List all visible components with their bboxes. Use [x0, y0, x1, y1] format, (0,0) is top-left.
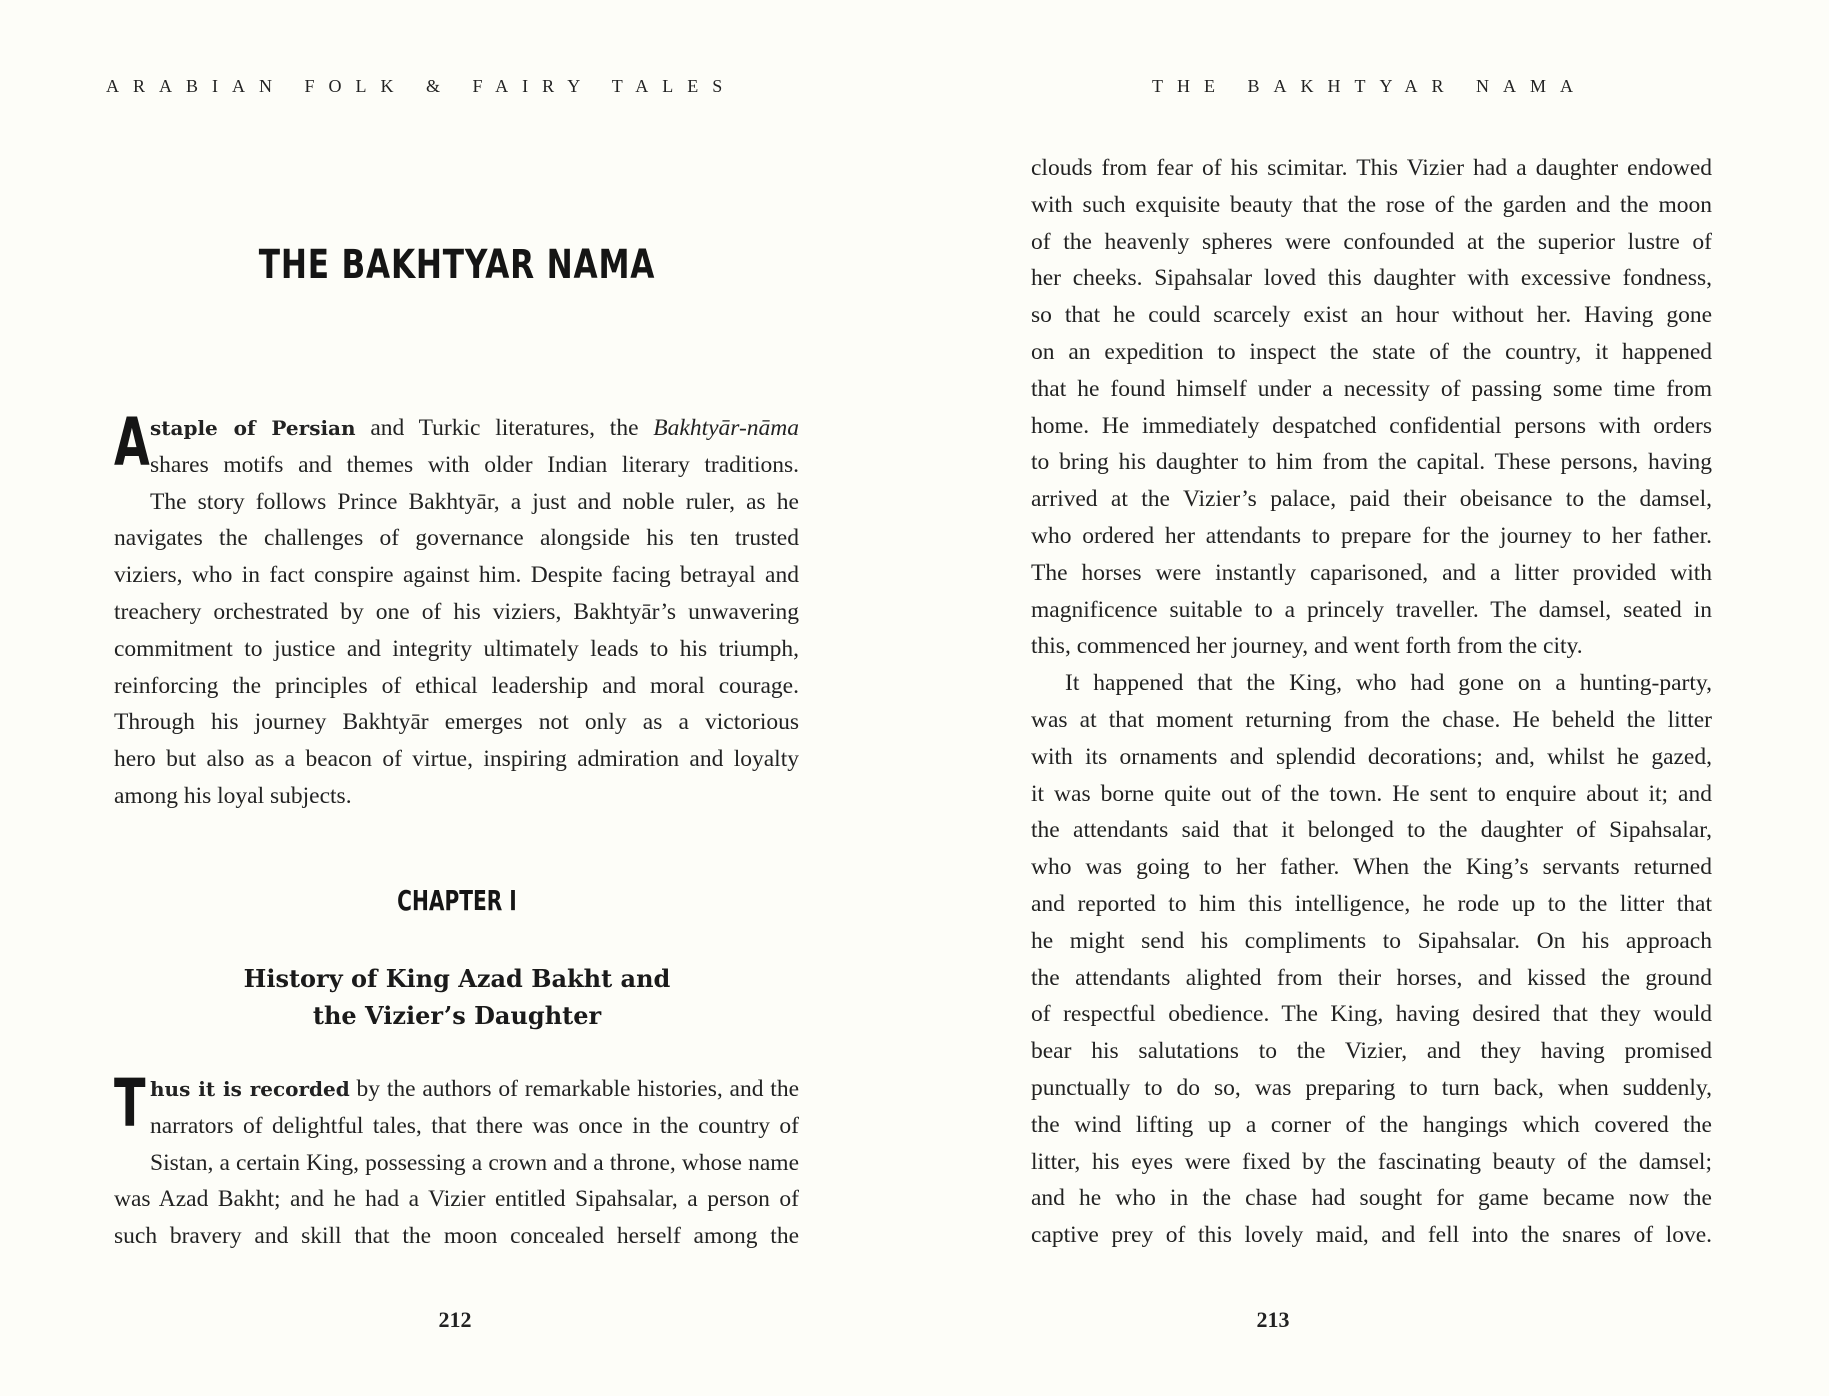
body-line: arrived at the Vizier’s palace, paid their obeisance to the damsel, — [1031, 486, 1712, 513]
story-line: Sistan, a certain King, possessing a crown and a throne, whose name — [150, 1149, 799, 1176]
running-head-right: THE BAKHTYAR NAMA — [1152, 76, 1587, 96]
page-number-right: 213 — [1256, 1307, 1290, 1332]
body-line: with its ornaments and splendid decorations; and, whilst he gazed, — [1031, 743, 1712, 770]
body-line: the attendants alighted from their horses, and kissed the ground — [1031, 964, 1712, 991]
intro-dropcap: A — [114, 404, 150, 481]
page-title: THE BAKHTYAR NAMA — [258, 242, 656, 288]
body-line: clouds from fear of his scimitar. This Vizier had a daughter endowed — [1031, 155, 1712, 181]
body-line: litter, his eyes were fixed by the fascinating beauty of the damsel; — [1031, 1148, 1712, 1175]
body-line: bear his salutations to the Vizier, and they having promised — [1031, 1038, 1712, 1065]
body-line: it was borne quite out of the town. He sent to enquire about it; and — [1031, 780, 1712, 807]
body-line: and reported to him this intelligence, he rode up to the litter that — [1031, 890, 1712, 917]
body-line: the wind lifting up a corner of the hangings which covered the — [1031, 1111, 1712, 1138]
story-lead: hus it is recorded — [150, 1077, 350, 1101]
story-line: such bravery and skill that the moon concealed herself among the — [114, 1223, 799, 1250]
italic-title: Bakhtyār-nāma — [653, 415, 800, 441]
chapter-subtitle: History of King Azad Bakht and the Vizier’s Daughter — [243, 964, 671, 1030]
body-line: of respectful obedience. The King, having desired that they would — [1031, 1001, 1712, 1028]
story-line: narrators of delightful tales, that there was once in the country of — [150, 1112, 799, 1139]
intro-line: commitment to justice and integrity ultimately leads to his triumph, — [114, 635, 799, 662]
intro-line: Through his journey Bakhtyār emerges not only as a victorious — [114, 709, 799, 736]
body-line: home. He immediately despatched confidential persons with orders — [1031, 412, 1712, 439]
body-line: punctually to do so, was preparing to turn back, when suddenly, — [1031, 1074, 1712, 1101]
intro-line: among his loyal subjects. — [114, 782, 352, 809]
running-head-left: ARABIAN FOLK & FAIRY TALES — [106, 76, 737, 96]
body-line: who ordered her attendants to prepare for the journey to her father. — [1031, 522, 1712, 549]
body-line: It happened that the King, who had gone on a hunting-party, — [1065, 670, 1712, 697]
left-page — [0, 0, 914, 1396]
intro-line: shares motifs and themes with older Indian literary traditions. — [150, 451, 799, 478]
intro-line: hero but also as a beacon of virtue, inspiring admiration and loyalty — [114, 746, 799, 773]
body-line: her cheeks. Sipahsalar loved this daughter with excessive fondness, — [1031, 265, 1712, 292]
intro-line: The story follows Prince Bakhtyār, a just and noble ruler, as he — [150, 488, 799, 515]
story-paragraph — [114, 1065, 799, 1255]
body-line: to bring his daughter to him from the capital. These persons, having — [1031, 449, 1712, 476]
right-body — [1031, 150, 1712, 1254]
story-line: was Azad Bakht; and he had a Vizier entitled Sipahsalar, a person of — [114, 1186, 799, 1213]
body-line: with such exquisite beauty that the rose of the garden and the moon — [1031, 191, 1712, 218]
body-line: so that he could scarcely exist an hour without her. Having gone — [1031, 302, 1712, 329]
story-line: hus it is recorded by the authors of remarkable histories, and the — [150, 1076, 799, 1102]
body-line: that he found himself under a necessity of passing some time from — [1031, 375, 1712, 402]
intro-line: staple of Persian and Turkic literatures, the Bakhtyār-nāma — [150, 415, 800, 441]
chapter-heading: CHAPTER I — [397, 884, 517, 917]
intro-line: viziers, who in fact conspire against him. Despite facing betrayal and — [114, 562, 799, 589]
body-line: magnificence suitable to a princely traveller. The damsel, seated in — [1031, 596, 1712, 623]
intro-line: treachery orchestrated by one of his viziers, Bakhtyār’s unwavering — [114, 598, 799, 625]
body-line: who was going to her father. When the King’s servants returned — [1031, 854, 1712, 881]
body-line: The horses were instantly caparisoned, and a litter provided with — [1031, 559, 1712, 586]
right-page — [914, 0, 1829, 1396]
story-dropcap: T — [114, 1065, 146, 1142]
intro-line: navigates the challenges of governance alongside his ten trusted — [114, 525, 799, 552]
page-number-left: 212 — [438, 1307, 472, 1332]
body-line: he might send his compliments to Sipahsalar. On his approach — [1031, 927, 1712, 954]
body-line: was at that moment returning from the chase. He beheld the litter — [1031, 706, 1712, 733]
body-line: captive prey of this lovely maid, and fell into the snares of love. — [1031, 1222, 1712, 1249]
body-line: the attendants said that it belonged to the daughter of Sipahsalar, — [1031, 817, 1712, 844]
body-line: on an expedition to inspect the state of the country, it happened — [1031, 338, 1712, 365]
body-line: this, commenced her journey, and went forth from the city. — [1031, 633, 1583, 660]
intro-lead: staple of Persian — [150, 416, 356, 440]
body-line: and he who in the chase had sought for game became now the — [1031, 1185, 1712, 1212]
intro-paragraph — [114, 404, 800, 815]
body-line: of the heavenly spheres were confounded at the superior lustre of — [1031, 228, 1712, 255]
intro-line: reinforcing the principles of ethical leadership and moral courage. — [114, 672, 799, 699]
